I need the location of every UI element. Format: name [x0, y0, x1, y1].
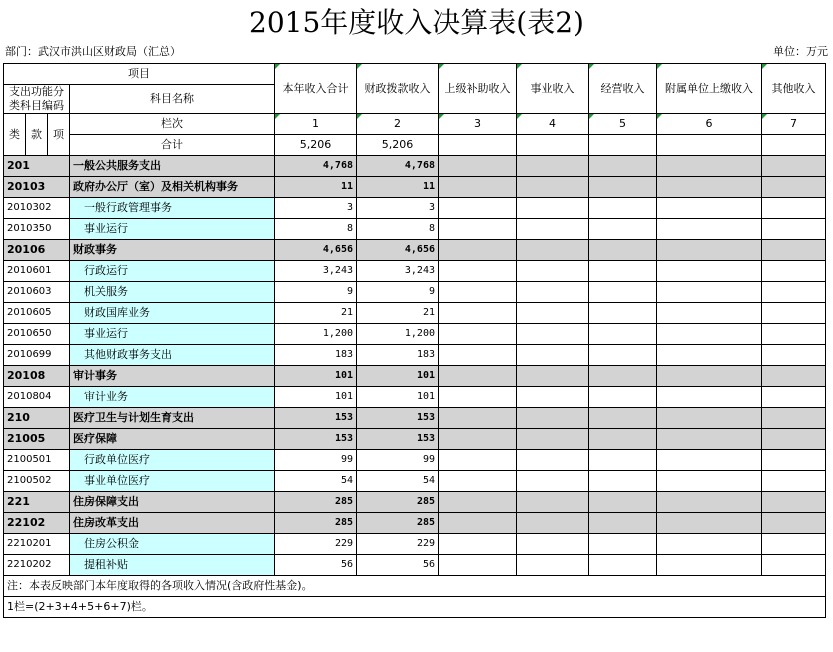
row-empty-cell: [517, 408, 589, 429]
row-empty-cell: [589, 492, 657, 513]
row-value-v2: 1,200: [357, 324, 439, 345]
row-empty-cell: [657, 324, 762, 345]
total-cell-2: 5,206: [357, 135, 439, 156]
row-empty-cell: [517, 471, 589, 492]
row-empty-cell: [439, 198, 517, 219]
row-empty-cell: [589, 471, 657, 492]
row-value-v1: 8: [275, 219, 357, 240]
row-empty-cell: [657, 198, 762, 219]
header-xiang: 项: [48, 114, 70, 156]
row-empty-cell: [657, 492, 762, 513]
header-subject-name: 科目名称: [70, 85, 275, 114]
row-value-v1: 101: [275, 366, 357, 387]
total-cell-3: [439, 135, 517, 156]
row-value-v1: 99: [275, 450, 357, 471]
table-row: [4, 408, 826, 429]
row-value-v2: 183: [357, 345, 439, 366]
row-code: 2100502: [4, 471, 70, 492]
row-empty-cell: [439, 303, 517, 324]
row-value-v2: 8: [357, 219, 439, 240]
table-row: [4, 198, 826, 219]
unit-label: 单位：万元: [773, 45, 828, 58]
table-row: [4, 282, 826, 303]
row-code: 2010605: [4, 303, 70, 324]
total-cell-4: [517, 135, 589, 156]
row-empty-cell: [762, 261, 826, 282]
row-empty-cell: [762, 366, 826, 387]
row-code: 210: [4, 408, 70, 429]
table-row: [4, 513, 826, 534]
row-empty-cell: [762, 324, 826, 345]
row-name: 财政事务: [70, 240, 275, 261]
row-empty-cell: [517, 534, 589, 555]
table-row: [4, 324, 826, 345]
row-name: 财政国库业务: [70, 303, 275, 324]
row-empty-cell: [517, 198, 589, 219]
row-name: 住房保障支出: [70, 492, 275, 513]
row-empty-cell: [589, 282, 657, 303]
row-value-v2: 285: [357, 492, 439, 513]
table-row: [4, 555, 826, 576]
row-empty-cell: [657, 345, 762, 366]
row-empty-cell: [439, 366, 517, 387]
row-value-v1: 4,656: [275, 240, 357, 261]
row-empty-cell: [439, 345, 517, 366]
row-code: 201: [4, 156, 70, 177]
row-empty-cell: [589, 198, 657, 219]
table-row: [4, 387, 826, 408]
department-label: 部门：武汉市洪山区财政局（汇总）: [5, 45, 181, 58]
col-header-7: 其他收入: [762, 64, 826, 114]
row-empty-cell: [657, 387, 762, 408]
row-code: 2010804: [4, 387, 70, 408]
row-value-v2: 54: [357, 471, 439, 492]
row-name: 事业单位医疗: [70, 471, 275, 492]
total-cell-6: [657, 135, 762, 156]
row-empty-cell: [762, 303, 826, 324]
row-empty-cell: [762, 198, 826, 219]
row-empty-cell: [517, 555, 589, 576]
row-empty-cell: [517, 387, 589, 408]
row-empty-cell: [439, 429, 517, 450]
row-empty-cell: [439, 261, 517, 282]
row-empty-cell: [439, 240, 517, 261]
row-value-v1: 153: [275, 429, 357, 450]
row-empty-cell: [439, 177, 517, 198]
row-empty-cell: [589, 219, 657, 240]
row-value-v1: 4,768: [275, 156, 357, 177]
footnote-2: 1栏=(2+3+4+5+6+7)栏。: [4, 597, 826, 618]
row-value-v1: 11: [275, 177, 357, 198]
row-value-v1: 54: [275, 471, 357, 492]
col-number-6: 6: [657, 114, 762, 135]
footnote-1: 注：本表反映部门本年度取得的各项收入情况(含政府性基金)。: [4, 576, 826, 597]
row-empty-cell: [439, 492, 517, 513]
table-row: [4, 492, 826, 513]
row-name: 审计事务: [70, 366, 275, 387]
row-empty-cell: [439, 555, 517, 576]
row-name: 机关服务: [70, 282, 275, 303]
row-value-v2: 3: [357, 198, 439, 219]
row-value-v2: 4,768: [357, 156, 439, 177]
row-value-v1: 3: [275, 198, 357, 219]
col-header-3: 上级补助收入: [439, 64, 517, 114]
row-name: 政府办公厅（室）及相关机构事务: [70, 177, 275, 198]
row-value-v2: 3,243: [357, 261, 439, 282]
header-kuan: 款: [26, 114, 48, 156]
row-value-v1: 101: [275, 387, 357, 408]
row-empty-cell: [762, 555, 826, 576]
row-code: 2210201: [4, 534, 70, 555]
row-empty-cell: [517, 513, 589, 534]
table-row: [4, 240, 826, 261]
row-value-v1: 56: [275, 555, 357, 576]
row-empty-cell: [762, 471, 826, 492]
row-code: 21005: [4, 429, 70, 450]
row-empty-cell: [517, 492, 589, 513]
row-empty-cell: [762, 513, 826, 534]
row-empty-cell: [517, 282, 589, 303]
row-code: 2010603: [4, 282, 70, 303]
row-empty-cell: [439, 387, 517, 408]
row-code: 2010650: [4, 324, 70, 345]
row-empty-cell: [762, 534, 826, 555]
total-cell-7: [762, 135, 826, 156]
row-empty-cell: [517, 450, 589, 471]
row-empty-cell: [589, 156, 657, 177]
table-row: [4, 219, 826, 240]
row-empty-cell: [657, 282, 762, 303]
row-name: 一般行政管理事务: [70, 198, 275, 219]
row-empty-cell: [517, 324, 589, 345]
row-empty-cell: [762, 387, 826, 408]
col-header-1: 本年收入合计: [275, 64, 357, 114]
row-empty-cell: [762, 429, 826, 450]
row-name: 提租补贴: [70, 555, 275, 576]
row-empty-cell: [517, 177, 589, 198]
row-empty-cell: [589, 450, 657, 471]
row-value-v2: 153: [357, 408, 439, 429]
row-empty-cell: [439, 282, 517, 303]
row-code: 2010350: [4, 219, 70, 240]
row-empty-cell: [762, 450, 826, 471]
row-value-v1: 285: [275, 513, 357, 534]
row-empty-cell: [657, 261, 762, 282]
row-empty-cell: [589, 387, 657, 408]
row-empty-cell: [439, 450, 517, 471]
row-empty-cell: [517, 429, 589, 450]
total-cell-5: [589, 135, 657, 156]
row-empty-cell: [762, 345, 826, 366]
row-value-v2: 101: [357, 366, 439, 387]
row-empty-cell: [517, 303, 589, 324]
row-value-v1: 3,243: [275, 261, 357, 282]
table-row: [4, 177, 826, 198]
row-code: 2010302: [4, 198, 70, 219]
row-empty-cell: [517, 240, 589, 261]
income-table: [3, 63, 826, 618]
row-name: 一般公共服务支出: [70, 156, 275, 177]
row-empty-cell: [657, 240, 762, 261]
row-value-v1: 229: [275, 534, 357, 555]
total-cell-1: 5,206: [275, 135, 357, 156]
row-empty-cell: [589, 324, 657, 345]
table-row: [4, 450, 826, 471]
row-empty-cell: [657, 177, 762, 198]
header-total: 合计: [70, 135, 275, 156]
row-code: 2010699: [4, 345, 70, 366]
header-lanci: 栏次: [70, 114, 275, 135]
row-name: 事业运行: [70, 219, 275, 240]
row-empty-cell: [657, 450, 762, 471]
table-row: [4, 429, 826, 450]
row-value-v1: 183: [275, 345, 357, 366]
row-name: 其他财政事务支出: [70, 345, 275, 366]
row-value-v2: 101: [357, 387, 439, 408]
col-number-3: 3: [439, 114, 517, 135]
row-empty-cell: [762, 408, 826, 429]
row-empty-cell: [762, 177, 826, 198]
row-empty-cell: [589, 303, 657, 324]
row-empty-cell: [589, 366, 657, 387]
row-empty-cell: [589, 177, 657, 198]
row-name: 审计业务: [70, 387, 275, 408]
row-name: 医疗卫生与计划生育支出: [70, 408, 275, 429]
row-empty-cell: [762, 156, 826, 177]
row-name: 行政运行: [70, 261, 275, 282]
row-code: 221: [4, 492, 70, 513]
row-code: 20108: [4, 366, 70, 387]
row-code: 2210202: [4, 555, 70, 576]
row-empty-cell: [439, 471, 517, 492]
row-empty-cell: [657, 555, 762, 576]
row-empty-cell: [439, 513, 517, 534]
table-row: [4, 471, 826, 492]
row-code: 20103: [4, 177, 70, 198]
row-value-v1: 21: [275, 303, 357, 324]
row-value-v2: 285: [357, 513, 439, 534]
row-code: 22102: [4, 513, 70, 534]
row-value-v2: 21: [357, 303, 439, 324]
col-header-2: 财政拨款收入: [357, 64, 439, 114]
row-empty-cell: [589, 261, 657, 282]
row-empty-cell: [657, 513, 762, 534]
row-empty-cell: [589, 513, 657, 534]
col-number-1: 1: [275, 114, 357, 135]
row-empty-cell: [589, 534, 657, 555]
table-row: [4, 366, 826, 387]
row-name: 住房改革支出: [70, 513, 275, 534]
row-empty-cell: [517, 261, 589, 282]
col-number-7: 7: [762, 114, 826, 135]
row-empty-cell: [517, 345, 589, 366]
row-value-v2: 9: [357, 282, 439, 303]
row-value-v2: 4,656: [357, 240, 439, 261]
table-row: [4, 345, 826, 366]
row-value-v2: 153: [357, 429, 439, 450]
row-name: 事业运行: [70, 324, 275, 345]
row-empty-cell: [657, 534, 762, 555]
row-empty-cell: [657, 219, 762, 240]
row-empty-cell: [439, 156, 517, 177]
page-title: 2015年度收入决算表(表2): [249, 6, 584, 39]
row-empty-cell: [762, 282, 826, 303]
row-empty-cell: [657, 156, 762, 177]
row-empty-cell: [589, 240, 657, 261]
row-empty-cell: [657, 429, 762, 450]
col-header-6: 附属单位上缴收入: [657, 64, 762, 114]
row-name: 行政单位医疗: [70, 450, 275, 471]
row-empty-cell: [589, 408, 657, 429]
table-row: [4, 261, 826, 282]
col-header-5: 经营收入: [589, 64, 657, 114]
row-empty-cell: [439, 219, 517, 240]
row-value-v1: 9: [275, 282, 357, 303]
row-empty-cell: [439, 408, 517, 429]
row-empty-cell: [657, 366, 762, 387]
row-empty-cell: [589, 429, 657, 450]
table-row: [4, 303, 826, 324]
col-header-4: 事业收入: [517, 64, 589, 114]
row-value-v2: 229: [357, 534, 439, 555]
row-empty-cell: [657, 408, 762, 429]
row-value-v1: 1,200: [275, 324, 357, 345]
header-lei: 类: [4, 114, 26, 156]
row-empty-cell: [657, 471, 762, 492]
row-empty-cell: [589, 345, 657, 366]
row-code: 20106: [4, 240, 70, 261]
row-empty-cell: [517, 219, 589, 240]
col-number-2: 2: [357, 114, 439, 135]
row-value-v2: 11: [357, 177, 439, 198]
table-row: [4, 534, 826, 555]
table-row: [4, 156, 826, 177]
row-name: 住房公积金: [70, 534, 275, 555]
row-code: 2010601: [4, 261, 70, 282]
row-empty-cell: [762, 240, 826, 261]
row-value-v2: 99: [357, 450, 439, 471]
row-value-v1: 153: [275, 408, 357, 429]
row-empty-cell: [589, 555, 657, 576]
row-empty-cell: [439, 534, 517, 555]
row-name: 医疗保障: [70, 429, 275, 450]
row-code: 2100501: [4, 450, 70, 471]
row-value-v2: 56: [357, 555, 439, 576]
row-empty-cell: [762, 492, 826, 513]
col-number-4: 4: [517, 114, 589, 135]
row-value-v1: 285: [275, 492, 357, 513]
row-empty-cell: [439, 324, 517, 345]
row-empty-cell: [762, 219, 826, 240]
row-empty-cell: [517, 366, 589, 387]
header-func-code: 支出功能分类科目编码: [4, 85, 70, 114]
row-empty-cell: [657, 303, 762, 324]
row-empty-cell: [517, 156, 589, 177]
header-item: 项目: [4, 64, 275, 85]
col-number-5: 5: [589, 114, 657, 135]
